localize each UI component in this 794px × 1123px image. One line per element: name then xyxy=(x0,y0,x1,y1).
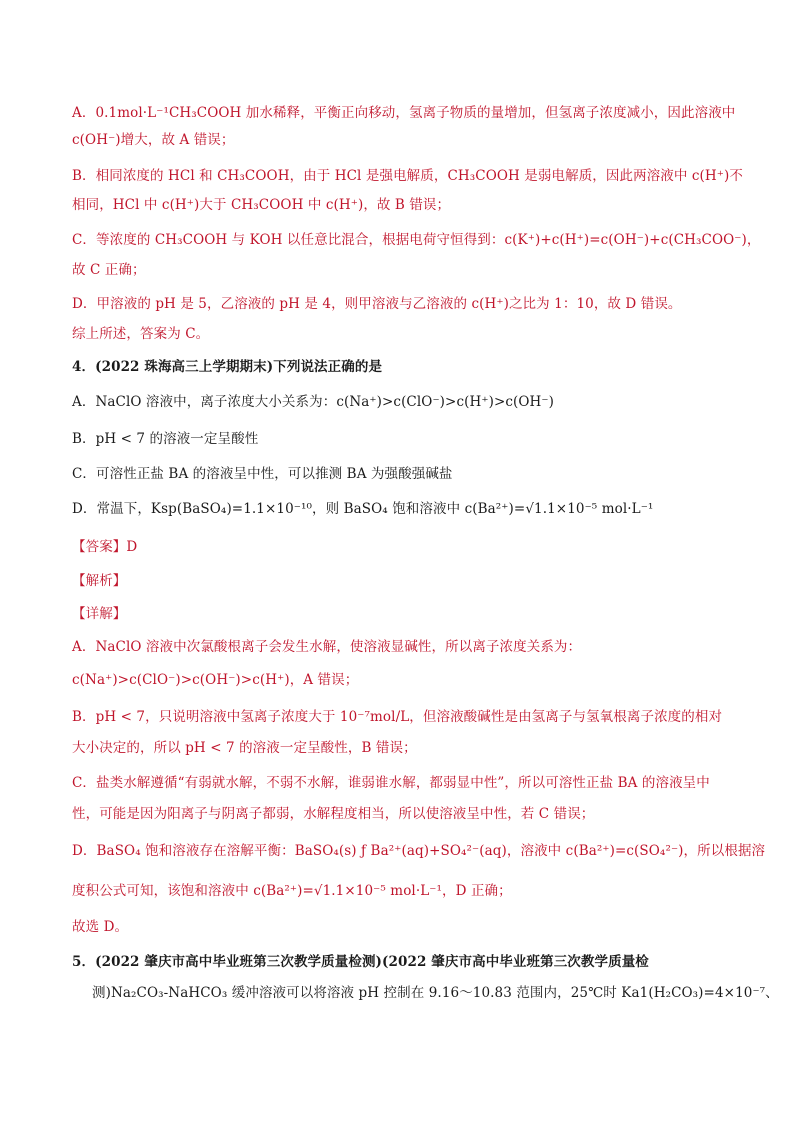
text-line: 大小决定的，所以 pH < 7 的溶液一定呈酸性，B 错误； xyxy=(72,740,417,756)
text-line: c(Na⁺)>c(ClO⁻)>c(OH⁻)>c(H⁺)，A 错误； xyxy=(72,672,359,688)
text-line: 相同，HCl 中 c(H⁺)大于 CH₃COOH 中 c(H⁺)，故 B 错误； xyxy=(72,197,451,213)
question-5-stem: 5．(2022 肇庆市高中毕业班第三次教学质量检测)(2022 肇庆市高中毕业班第三次教学质量检 xyxy=(72,954,649,970)
text-line: D．甲溶液的 pH 是 5，乙溶液的 pH 是 4，则甲溶液与乙溶液的 c(H⁺)之比为 1：10，故 D 错误。 xyxy=(72,296,682,312)
option-c: C．可溶性正盐 BA 的溶液呈中性，可以推测 BA 为强酸强碱盐 xyxy=(72,466,453,482)
text-line: 故选 D。 xyxy=(72,919,129,935)
option-b: B．pH < 7 的溶液一定呈酸性 xyxy=(72,431,259,447)
text-line: B．相同浓度的 HCl 和 CH₃COOH，由于 HCl 是强电解质，CH₃COOH 是弱电解质，因此两溶液中 c(H⁺)不 xyxy=(72,168,743,184)
text-line: A．NaClO 溶液中次氯酸根离子会发生水解，使溶液显碱性，所以离子浓度关系为： xyxy=(72,639,582,655)
text-line: D．BaSO₄ 饱和溶液存在溶解平衡：BaSO₄(s) ƒ Ba²⁺(aq)+SO₄²⁻(aq)，溶液中 c(Ba²⁺)=c(SO₄²⁻)，所以根据溶 xyxy=(72,843,766,859)
text-line: 故 C 正确； xyxy=(72,262,146,278)
option-d: D．常温下，Ksp(BaSO₄)=1.1×10⁻¹⁰，则 BaSO₄ 饱和溶液中 c(Ba²⁺)=√1.1×10⁻⁵ mol·L⁻¹ xyxy=(72,501,654,517)
answer-label: 【答案】D xyxy=(72,539,138,555)
text-line: B．pH < 7，只说明溶液中氢离子浓度大于 10⁻⁷mol/L，但溶液酸碱性是由氢离子与氢氧根离子浓度的相对 xyxy=(72,709,723,725)
option-a: A．NaClO 溶液中，离子浓度大小关系为：c(Na⁺)>c(ClO⁻)>c(H⁺)>c(OH⁻) xyxy=(72,394,555,410)
text-line: C．等浓度的 CH₃COOH 与 KOH 以任意比混合，根据电荷守恒得到：c(K⁺)+c(H⁺)=c(OH⁻)+c(CH₃COO⁻)， xyxy=(72,232,761,248)
text-line: A．0.1mol·L⁻¹CH₃COOH 加水稀释，平衡正向移动，氢离子物质的量增加，但氢离子浓度减小，因此溶液中 xyxy=(72,105,736,121)
text-line: 综上所述，答案为 C。 xyxy=(72,326,210,342)
text-line: 性，可能是因为阳离子与阴离子都弱，水解程度相当，所以使溶液呈中性，若 C 错误； xyxy=(72,806,595,822)
detail-label: 【详解】 xyxy=(72,606,127,622)
text-line: 度积公式可知，该饱和溶液中 c(Ba²⁺)=√1.1×10⁻⁵ mol·L⁻¹，D 正确； xyxy=(72,883,512,899)
question-5-stem-cont: 测)Na₂CO₃-NaHCO₃ 缓冲溶液可以将溶液 pH 控制在 9.16～10.83 范围内，25℃时 Ka1(H₂CO₃)=4×10⁻⁷、 xyxy=(92,985,779,1001)
question-4-stem: 4．(2022 珠海高三上学期期末)下列说法正确的是 xyxy=(72,359,383,375)
text-line: C．盐类水解遵循“有弱就水解，不弱不水解，谁弱谁水解，都弱显中性”，所以可溶性正盐 BA 的溶液呈中 xyxy=(72,775,710,791)
analysis-label: 【解析】 xyxy=(72,573,127,589)
text-line: c(OH⁻)增大，故 A 错误； xyxy=(72,132,235,148)
